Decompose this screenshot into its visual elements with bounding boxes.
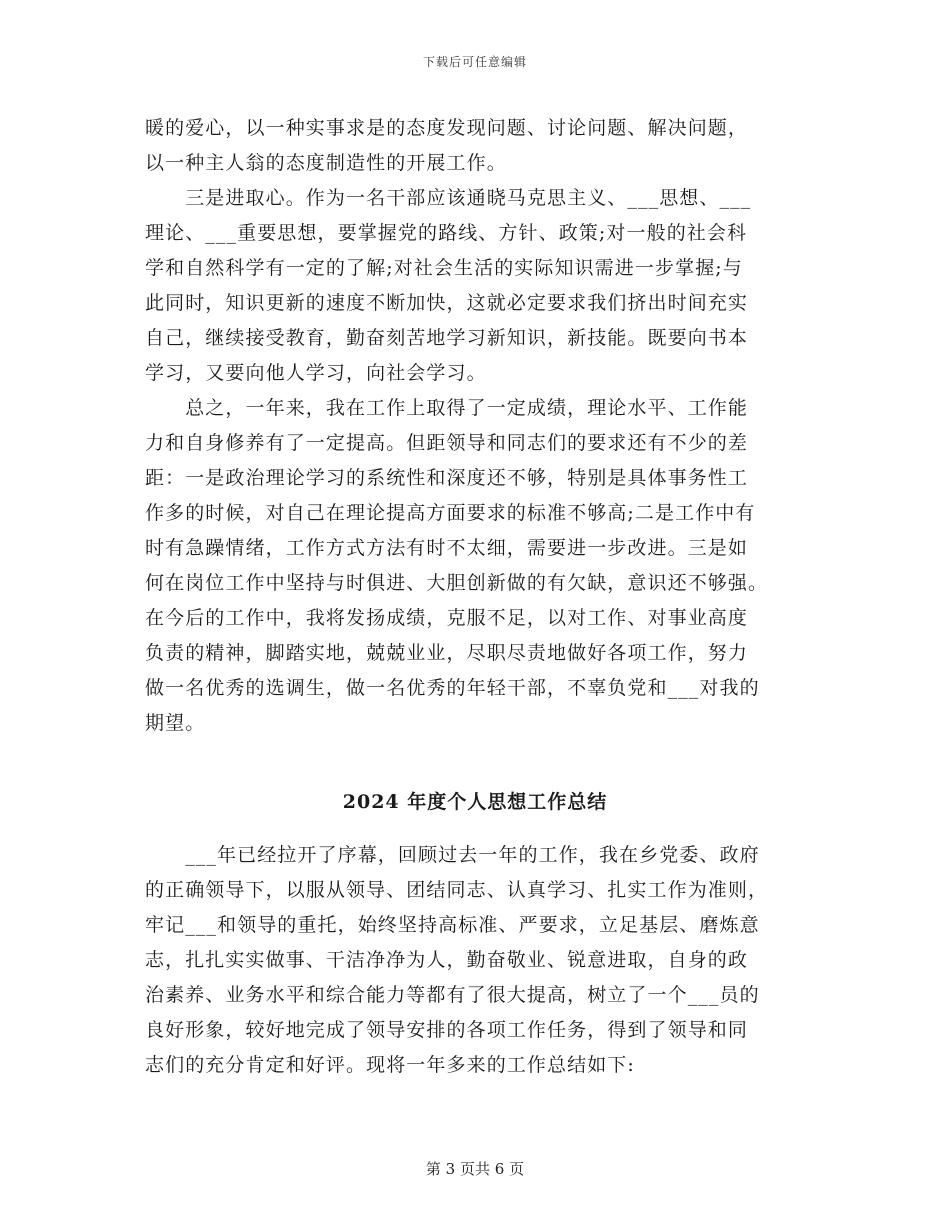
page-header: 下载后可任意编辑 <box>422 55 527 69</box>
text-line: 治素养、业务水平和综合能力等都有了很大提高，树立了一个___员的 <box>145 984 760 1006</box>
text-line: 良好形象，较好地完成了领导安排的各项工作任务，得到了领导和同 <box>145 1019 749 1041</box>
text-line: 何在岗位工作中坚持与时俱进、大胆创新做的有欠缺，意识还不够强。 <box>145 572 769 594</box>
text-line: 志，扎扎实实做事、干洁净净为人，勤奋敬业、锐意进取，自身的政 <box>145 949 749 971</box>
text-line: 力和自身修养有了一定提高。但距领导和同志们的要求还有不少的差 <box>145 432 749 454</box>
text-line: 三是进取心。作为一名干部应该通晓马克思主义、___思想、___ <box>145 187 752 209</box>
text-line: 时有急躁情绪，工作方式方法有时不太细，需要进一步改进。三是如 <box>145 537 749 559</box>
text-line: 理论、___重要思想，要掌握党的路线、方针、政策;对一般的社会科 <box>145 222 748 244</box>
section-title: 2024 年度个人思想工作总结 <box>342 791 608 813</box>
text-line: 在今后的工作中，我将发扬成绩，克服不足，以对工作、对事业高度 <box>145 607 749 629</box>
text-line: 暖的爱心，以一种实事求是的态度发现问题、讨论问题、解决问题， <box>145 117 749 139</box>
text-line: 学习，又要向他人学习，向社会学习。 <box>145 362 487 384</box>
text-line: 的正确领导下，以服从领导、团结同志、认真学习、扎实工作为准则， <box>145 879 769 901</box>
text-line: 作多的时候，对自己在理论提高方面要求的标准不够高;二是工作中有 <box>145 502 756 524</box>
text-line: 期望。 <box>145 712 206 734</box>
text-line: 学和自然科学有一定的了解;对社会生活的实际知识需进一步掌握;与 <box>145 257 743 279</box>
text-line: 自己，继续接受教育，勤奋刻苦地学习新知识，新技能。既要向书本 <box>145 327 749 349</box>
text-line: 做一名优秀的选调生，做一名优秀的年轻干部，不辜负党和___对我的 <box>145 677 760 699</box>
text-line: 距：一是政治理论学习的系统性和深度还不够，特别是具体事务性工 <box>145 467 749 489</box>
text-line: 以一种主人翁的态度制造性的开展工作。 <box>145 152 507 174</box>
text-line: 此同时，知识更新的速度不断加快，这就必定要求我们挤出时间充实 <box>145 292 749 314</box>
page-footer: 第 3 页共 6 页 <box>425 1160 525 1178</box>
text-line: 总之，一年来，我在工作上取得了一定成绩，理论水平、工作能 <box>145 397 749 419</box>
text-line: 志们的充分肯定和好评。现将一年多来的工作总结如下: <box>145 1054 635 1076</box>
text-line: ___年已经拉开了序幕，回顾过去一年的工作，我在乡党委、政府 <box>145 844 760 866</box>
text-line: 负责的精神，脚踏实地，兢兢业业，尽职尽责地做好各项工作，努力 <box>145 642 749 664</box>
text-line: 牢记___和领导的重托，始终坚持高标准、严要求，立足基层、磨炼意 <box>145 914 760 936</box>
